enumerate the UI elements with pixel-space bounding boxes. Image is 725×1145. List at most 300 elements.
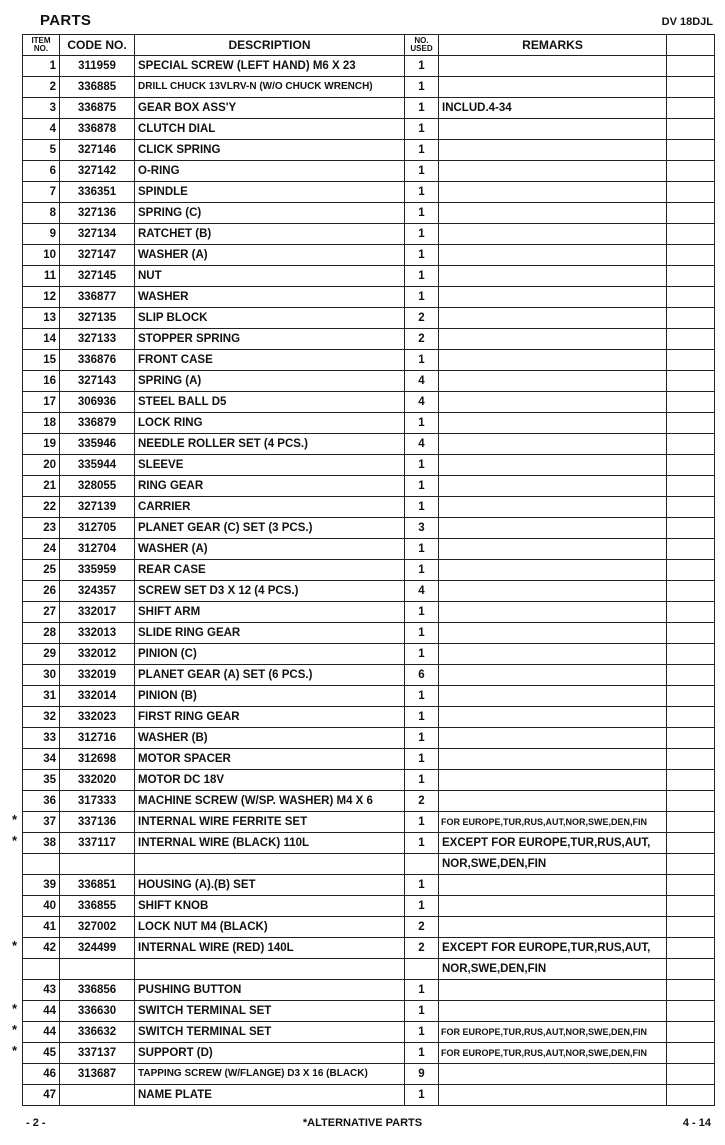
- code-number: 327145: [60, 266, 135, 287]
- code-number: 336878: [60, 119, 135, 140]
- table-row: [23, 413, 715, 434]
- alternative-parts-note: *ALTERNATIVE PARTS: [302, 1117, 423, 1129]
- item-number: 28: [23, 623, 60, 644]
- item-number: 47: [23, 1085, 60, 1106]
- blank-cell: [667, 371, 715, 392]
- item-number: 11: [23, 266, 60, 287]
- description: CLICK SPRING: [135, 140, 405, 161]
- description: SPECIAL SCREW (LEFT HAND) M6 X 23: [135, 56, 405, 77]
- code-number: 335959: [60, 560, 135, 581]
- quantity-used: 1: [405, 455, 439, 476]
- remarks: [439, 497, 667, 518]
- quantity-used: [405, 959, 439, 980]
- remarks: FOR EUROPE,TUR,RUS,AUT,NOR,SWE,DEN,FIN: [439, 812, 667, 833]
- code-number: 327139: [60, 497, 135, 518]
- remarks: NOR,SWE,DEN,FIN: [439, 854, 667, 875]
- table-row: [23, 329, 715, 350]
- code-number: 332017: [60, 602, 135, 623]
- item-number: 12: [23, 287, 60, 308]
- remarks: [439, 287, 667, 308]
- blank-cell: [667, 224, 715, 245]
- table-row: [23, 707, 715, 728]
- description: RATCHET (B): [135, 224, 405, 245]
- description: PLANET GEAR (A) SET (6 PCS.): [135, 665, 405, 686]
- table-row: [23, 728, 715, 749]
- remarks: [439, 371, 667, 392]
- remarks: [439, 392, 667, 413]
- item-number: 10: [23, 245, 60, 266]
- quantity-used: 1: [405, 98, 439, 119]
- item-number: 42: [23, 938, 60, 959]
- code-number: 327142: [60, 161, 135, 182]
- item-number: 6: [23, 161, 60, 182]
- remarks: [439, 917, 667, 938]
- table-row: [23, 917, 715, 938]
- blank-cell: [667, 455, 715, 476]
- quantity-used: 1: [405, 182, 439, 203]
- table-row: [23, 98, 715, 119]
- blank-cell: [667, 749, 715, 770]
- item-number: [23, 959, 60, 980]
- remarks: [439, 77, 667, 98]
- table-row: [23, 497, 715, 518]
- alternative-part-marker: *: [12, 833, 18, 848]
- quantity-used: 1: [405, 686, 439, 707]
- blank-cell: [667, 728, 715, 749]
- remarks: [439, 413, 667, 434]
- quantity-used: 1: [405, 980, 439, 1001]
- remarks: [439, 980, 667, 1001]
- quantity-used: 4: [405, 371, 439, 392]
- item-number: 16: [23, 371, 60, 392]
- quantity-used: 6: [405, 665, 439, 686]
- blank-cell: [667, 1001, 715, 1022]
- quantity-used: 1: [405, 161, 439, 182]
- description: GEAR BOX ASS'Y: [135, 98, 405, 119]
- blank-cell: [667, 308, 715, 329]
- description: DRILL CHUCK 13VLRV-N (W/O CHUCK WRENCH): [135, 77, 405, 98]
- quantity-used: 1: [405, 1022, 439, 1043]
- blank-cell: [667, 686, 715, 707]
- description: WASHER (A): [135, 539, 405, 560]
- blank-cell: [667, 182, 715, 203]
- code-number: 324357: [60, 581, 135, 602]
- remarks: [439, 686, 667, 707]
- quantity-used: 1: [405, 77, 439, 98]
- description: LOCK NUT M4 (BLACK): [135, 917, 405, 938]
- table-row: [23, 833, 715, 854]
- item-number: 9: [23, 224, 60, 245]
- description: NUT: [135, 266, 405, 287]
- table-row: [23, 875, 715, 896]
- blank-cell: [667, 791, 715, 812]
- remarks: [439, 455, 667, 476]
- blank-cell: [667, 350, 715, 371]
- description: WASHER: [135, 287, 405, 308]
- page-number-left: - 2 -: [26, 1117, 46, 1129]
- table-row: [23, 245, 715, 266]
- blank-cell: [667, 560, 715, 581]
- remarks: [439, 161, 667, 182]
- item-number: 34: [23, 749, 60, 770]
- code-number: 327002: [60, 917, 135, 938]
- item-number: 27: [23, 602, 60, 623]
- quantity-used: 1: [405, 707, 439, 728]
- code-number: 337136: [60, 812, 135, 833]
- code-number: 332019: [60, 665, 135, 686]
- table-row: [23, 161, 715, 182]
- description: PINION (C): [135, 644, 405, 665]
- quantity-used: 1: [405, 350, 439, 371]
- code-number: 336855: [60, 896, 135, 917]
- table-row: [23, 308, 715, 329]
- blank-cell: [667, 497, 715, 518]
- table-row: [23, 602, 715, 623]
- blank-cell: [667, 854, 715, 875]
- remarks: [439, 707, 667, 728]
- description: [135, 959, 405, 980]
- description: STEEL BALL D5: [135, 392, 405, 413]
- quantity-used: 1: [405, 812, 439, 833]
- model-number: DV 18DJL: [661, 16, 713, 28]
- code-number: [60, 959, 135, 980]
- column-header-used: NO. USED: [405, 35, 439, 56]
- blank-cell: [667, 266, 715, 287]
- table-row: [23, 350, 715, 371]
- item-number: 43: [23, 980, 60, 1001]
- table-row: [23, 1022, 715, 1043]
- quantity-used: [405, 854, 439, 875]
- description: PINION (B): [135, 686, 405, 707]
- code-number: 332023: [60, 707, 135, 728]
- code-number: 328055: [60, 476, 135, 497]
- code-number: 336877: [60, 287, 135, 308]
- table-row: [23, 455, 715, 476]
- table-row: [23, 749, 715, 770]
- remarks: [439, 203, 667, 224]
- blank-cell: [667, 392, 715, 413]
- quantity-used: 4: [405, 581, 439, 602]
- quantity-used: 1: [405, 1043, 439, 1064]
- code-number: 312705: [60, 518, 135, 539]
- remarks: INCLUD.4-34: [439, 98, 667, 119]
- quantity-used: 1: [405, 497, 439, 518]
- remarks: [439, 1064, 667, 1085]
- blank-cell: [667, 518, 715, 539]
- table-row: [23, 224, 715, 245]
- code-number: 337137: [60, 1043, 135, 1064]
- item-number: 4: [23, 119, 60, 140]
- description: TAPPING SCREW (W/FLANGE) D3 X 16 (BLACK): [135, 1064, 405, 1085]
- blank-cell: [667, 875, 715, 896]
- code-number: 317333: [60, 791, 135, 812]
- blank-cell: [667, 98, 715, 119]
- blank-cell: [667, 917, 715, 938]
- item-number: 7: [23, 182, 60, 203]
- column-header-remarks: REMARKS: [439, 35, 667, 56]
- code-number: 336351: [60, 182, 135, 203]
- blank-cell: [667, 329, 715, 350]
- description: HOUSING (A).(B) SET: [135, 875, 405, 896]
- code-number: [60, 1085, 135, 1106]
- remarks: [439, 896, 667, 917]
- code-number: 335946: [60, 434, 135, 455]
- quantity-used: 1: [405, 287, 439, 308]
- code-number: 335944: [60, 455, 135, 476]
- remarks: [439, 539, 667, 560]
- table-row: [23, 539, 715, 560]
- blank-cell: [667, 434, 715, 455]
- code-number: 306936: [60, 392, 135, 413]
- code-number: 312704: [60, 539, 135, 560]
- table-row: [23, 1064, 715, 1085]
- quantity-used: 4: [405, 434, 439, 455]
- blank-cell: [667, 770, 715, 791]
- item-number: 44: [23, 1022, 60, 1043]
- table-row: [23, 119, 715, 140]
- remarks: EXCEPT FOR EUROPE,TUR,RUS,AUT,: [439, 833, 667, 854]
- column-header-item: ITEM NO.: [23, 35, 60, 56]
- remarks: [439, 1001, 667, 1022]
- description: SPRING (A): [135, 371, 405, 392]
- item-number: 26: [23, 581, 60, 602]
- item-number: 15: [23, 350, 60, 371]
- remarks: EXCEPT FOR EUROPE,TUR,RUS,AUT,: [439, 938, 667, 959]
- remarks: [439, 308, 667, 329]
- blank-cell: [667, 665, 715, 686]
- code-number: 327135: [60, 308, 135, 329]
- quantity-used: 1: [405, 749, 439, 770]
- remarks: [439, 56, 667, 77]
- blank-cell: [667, 413, 715, 434]
- quantity-used: 1: [405, 833, 439, 854]
- remarks: [439, 140, 667, 161]
- blank-cell: [667, 707, 715, 728]
- description: SHIFT KNOB: [135, 896, 405, 917]
- description: NAME PLATE: [135, 1085, 405, 1106]
- blank-cell: [667, 959, 715, 980]
- blank-cell: [667, 476, 715, 497]
- alternative-part-marker: *: [12, 1001, 18, 1016]
- code-number: 327136: [60, 203, 135, 224]
- column-header-blank: [667, 35, 715, 56]
- table-row: [23, 791, 715, 812]
- code-number: 336879: [60, 413, 135, 434]
- item-number: 45: [23, 1043, 60, 1064]
- quantity-used: 4: [405, 392, 439, 413]
- table-row: [23, 1085, 715, 1106]
- remarks: [439, 476, 667, 497]
- table-row: [23, 854, 715, 875]
- remarks: [439, 644, 667, 665]
- parts-table-body: [23, 56, 715, 1106]
- description: CARRIER: [135, 497, 405, 518]
- quantity-used: 1: [405, 896, 439, 917]
- table-row: [23, 938, 715, 959]
- item-number: 2: [23, 77, 60, 98]
- quantity-used: 1: [405, 728, 439, 749]
- description: PLANET GEAR (C) SET (3 PCS.): [135, 518, 405, 539]
- remarks: [439, 224, 667, 245]
- code-number: 312698: [60, 749, 135, 770]
- quantity-used: 1: [405, 560, 439, 581]
- quantity-used: 1: [405, 875, 439, 896]
- alternative-part-marker: *: [12, 1022, 18, 1037]
- blank-cell: [667, 287, 715, 308]
- description: STOPPER SPRING: [135, 329, 405, 350]
- item-number: 46: [23, 1064, 60, 1085]
- quantity-used: 1: [405, 245, 439, 266]
- table-row: [23, 1043, 715, 1064]
- description: MACHINE SCREW (W/SP. WASHER) M4 X 6: [135, 791, 405, 812]
- code-number: 327146: [60, 140, 135, 161]
- blank-cell: [667, 203, 715, 224]
- description: MOTOR SPACER: [135, 749, 405, 770]
- description: SWITCH TERMINAL SET: [135, 1001, 405, 1022]
- description: MOTOR DC 18V: [135, 770, 405, 791]
- remarks: [439, 791, 667, 812]
- table-row: [23, 392, 715, 413]
- blank-cell: [667, 161, 715, 182]
- item-number: 14: [23, 329, 60, 350]
- remarks: [439, 518, 667, 539]
- item-number: 30: [23, 665, 60, 686]
- blank-cell: [667, 1064, 715, 1085]
- remarks: [439, 770, 667, 791]
- quantity-used: 1: [405, 770, 439, 791]
- table-row: [23, 77, 715, 98]
- blank-cell: [667, 56, 715, 77]
- item-number: [23, 854, 60, 875]
- table-row: [23, 434, 715, 455]
- remarks: [439, 266, 667, 287]
- code-number: [60, 854, 135, 875]
- code-number: 332012: [60, 644, 135, 665]
- blank-cell: [667, 1085, 715, 1106]
- description: FRONT CASE: [135, 350, 405, 371]
- blank-cell: [667, 623, 715, 644]
- quantity-used: 3: [405, 518, 439, 539]
- code-number: 327147: [60, 245, 135, 266]
- quantity-used: 1: [405, 476, 439, 497]
- code-number: 336885: [60, 77, 135, 98]
- remarks: [439, 581, 667, 602]
- code-number: 311959: [60, 56, 135, 77]
- remarks: [439, 434, 667, 455]
- item-number: 41: [23, 917, 60, 938]
- column-header-description: DESCRIPTION: [135, 35, 405, 56]
- alternative-part-marker: *: [12, 1043, 18, 1058]
- description: INTERNAL WIRE FERRITE SET: [135, 812, 405, 833]
- description: SLEEVE: [135, 455, 405, 476]
- description: SLIP BLOCK: [135, 308, 405, 329]
- code-number: 332013: [60, 623, 135, 644]
- description: WASHER (B): [135, 728, 405, 749]
- quantity-used: 9: [405, 1064, 439, 1085]
- blank-cell: [667, 833, 715, 854]
- quantity-used: 2: [405, 938, 439, 959]
- table-row: [23, 476, 715, 497]
- code-number: 337117: [60, 833, 135, 854]
- remarks: [439, 602, 667, 623]
- description: SHIFT ARM: [135, 602, 405, 623]
- blank-cell: [667, 1043, 715, 1064]
- remarks: [439, 182, 667, 203]
- description: CLUTCH DIAL: [135, 119, 405, 140]
- code-number: 327143: [60, 371, 135, 392]
- table-row: [23, 140, 715, 161]
- blank-cell: [667, 980, 715, 1001]
- table-row: [23, 371, 715, 392]
- code-number: 332020: [60, 770, 135, 791]
- table-header-row: [23, 35, 715, 56]
- description: SLIDE RING GEAR: [135, 623, 405, 644]
- remarks: NOR,SWE,DEN,FIN: [439, 959, 667, 980]
- quantity-used: 1: [405, 203, 439, 224]
- table-row: [23, 980, 715, 1001]
- description: SCREW SET D3 X 12 (4 PCS.): [135, 581, 405, 602]
- blank-cell: [667, 644, 715, 665]
- item-number: 40: [23, 896, 60, 917]
- remarks: [439, 728, 667, 749]
- table-row: [23, 686, 715, 707]
- code-number: 327133: [60, 329, 135, 350]
- remarks: [439, 623, 667, 644]
- item-number: 18: [23, 413, 60, 434]
- description: SPRING (C): [135, 203, 405, 224]
- blank-cell: [667, 812, 715, 833]
- quantity-used: 1: [405, 1001, 439, 1022]
- blank-cell: [667, 1022, 715, 1043]
- page-number-right: 4 - 14: [682, 1117, 711, 1129]
- table-row: [23, 665, 715, 686]
- remarks: [439, 329, 667, 350]
- description: REAR CASE: [135, 560, 405, 581]
- table-row: [23, 644, 715, 665]
- table-row: [23, 896, 715, 917]
- table-row: [23, 623, 715, 644]
- parts-table: [22, 34, 715, 1106]
- item-number: 22: [23, 497, 60, 518]
- quantity-used: 2: [405, 308, 439, 329]
- description: PUSHING BUTTON: [135, 980, 405, 1001]
- quantity-used: 1: [405, 644, 439, 665]
- quantity-used: 1: [405, 140, 439, 161]
- remarks: FOR EUROPE,TUR,RUS,AUT,NOR,SWE,DEN,FIN: [439, 1022, 667, 1043]
- table-row: [23, 287, 715, 308]
- alternative-part-marker: *: [12, 812, 18, 827]
- code-number: 336856: [60, 980, 135, 1001]
- quantity-used: 1: [405, 1085, 439, 1106]
- code-number: 336875: [60, 98, 135, 119]
- item-number: 38: [23, 833, 60, 854]
- item-number: 5: [23, 140, 60, 161]
- remarks: [439, 119, 667, 140]
- item-number: 20: [23, 455, 60, 476]
- blank-cell: [667, 119, 715, 140]
- item-number: 33: [23, 728, 60, 749]
- quantity-used: 1: [405, 413, 439, 434]
- description: INTERNAL WIRE (RED) 140L: [135, 938, 405, 959]
- item-number: 37: [23, 812, 60, 833]
- table-row: [23, 203, 715, 224]
- code-number: 327134: [60, 224, 135, 245]
- description: SWITCH TERMINAL SET: [135, 1022, 405, 1043]
- table-row: [23, 560, 715, 581]
- remarks: [439, 560, 667, 581]
- table-row: [23, 770, 715, 791]
- code-number: 312716: [60, 728, 135, 749]
